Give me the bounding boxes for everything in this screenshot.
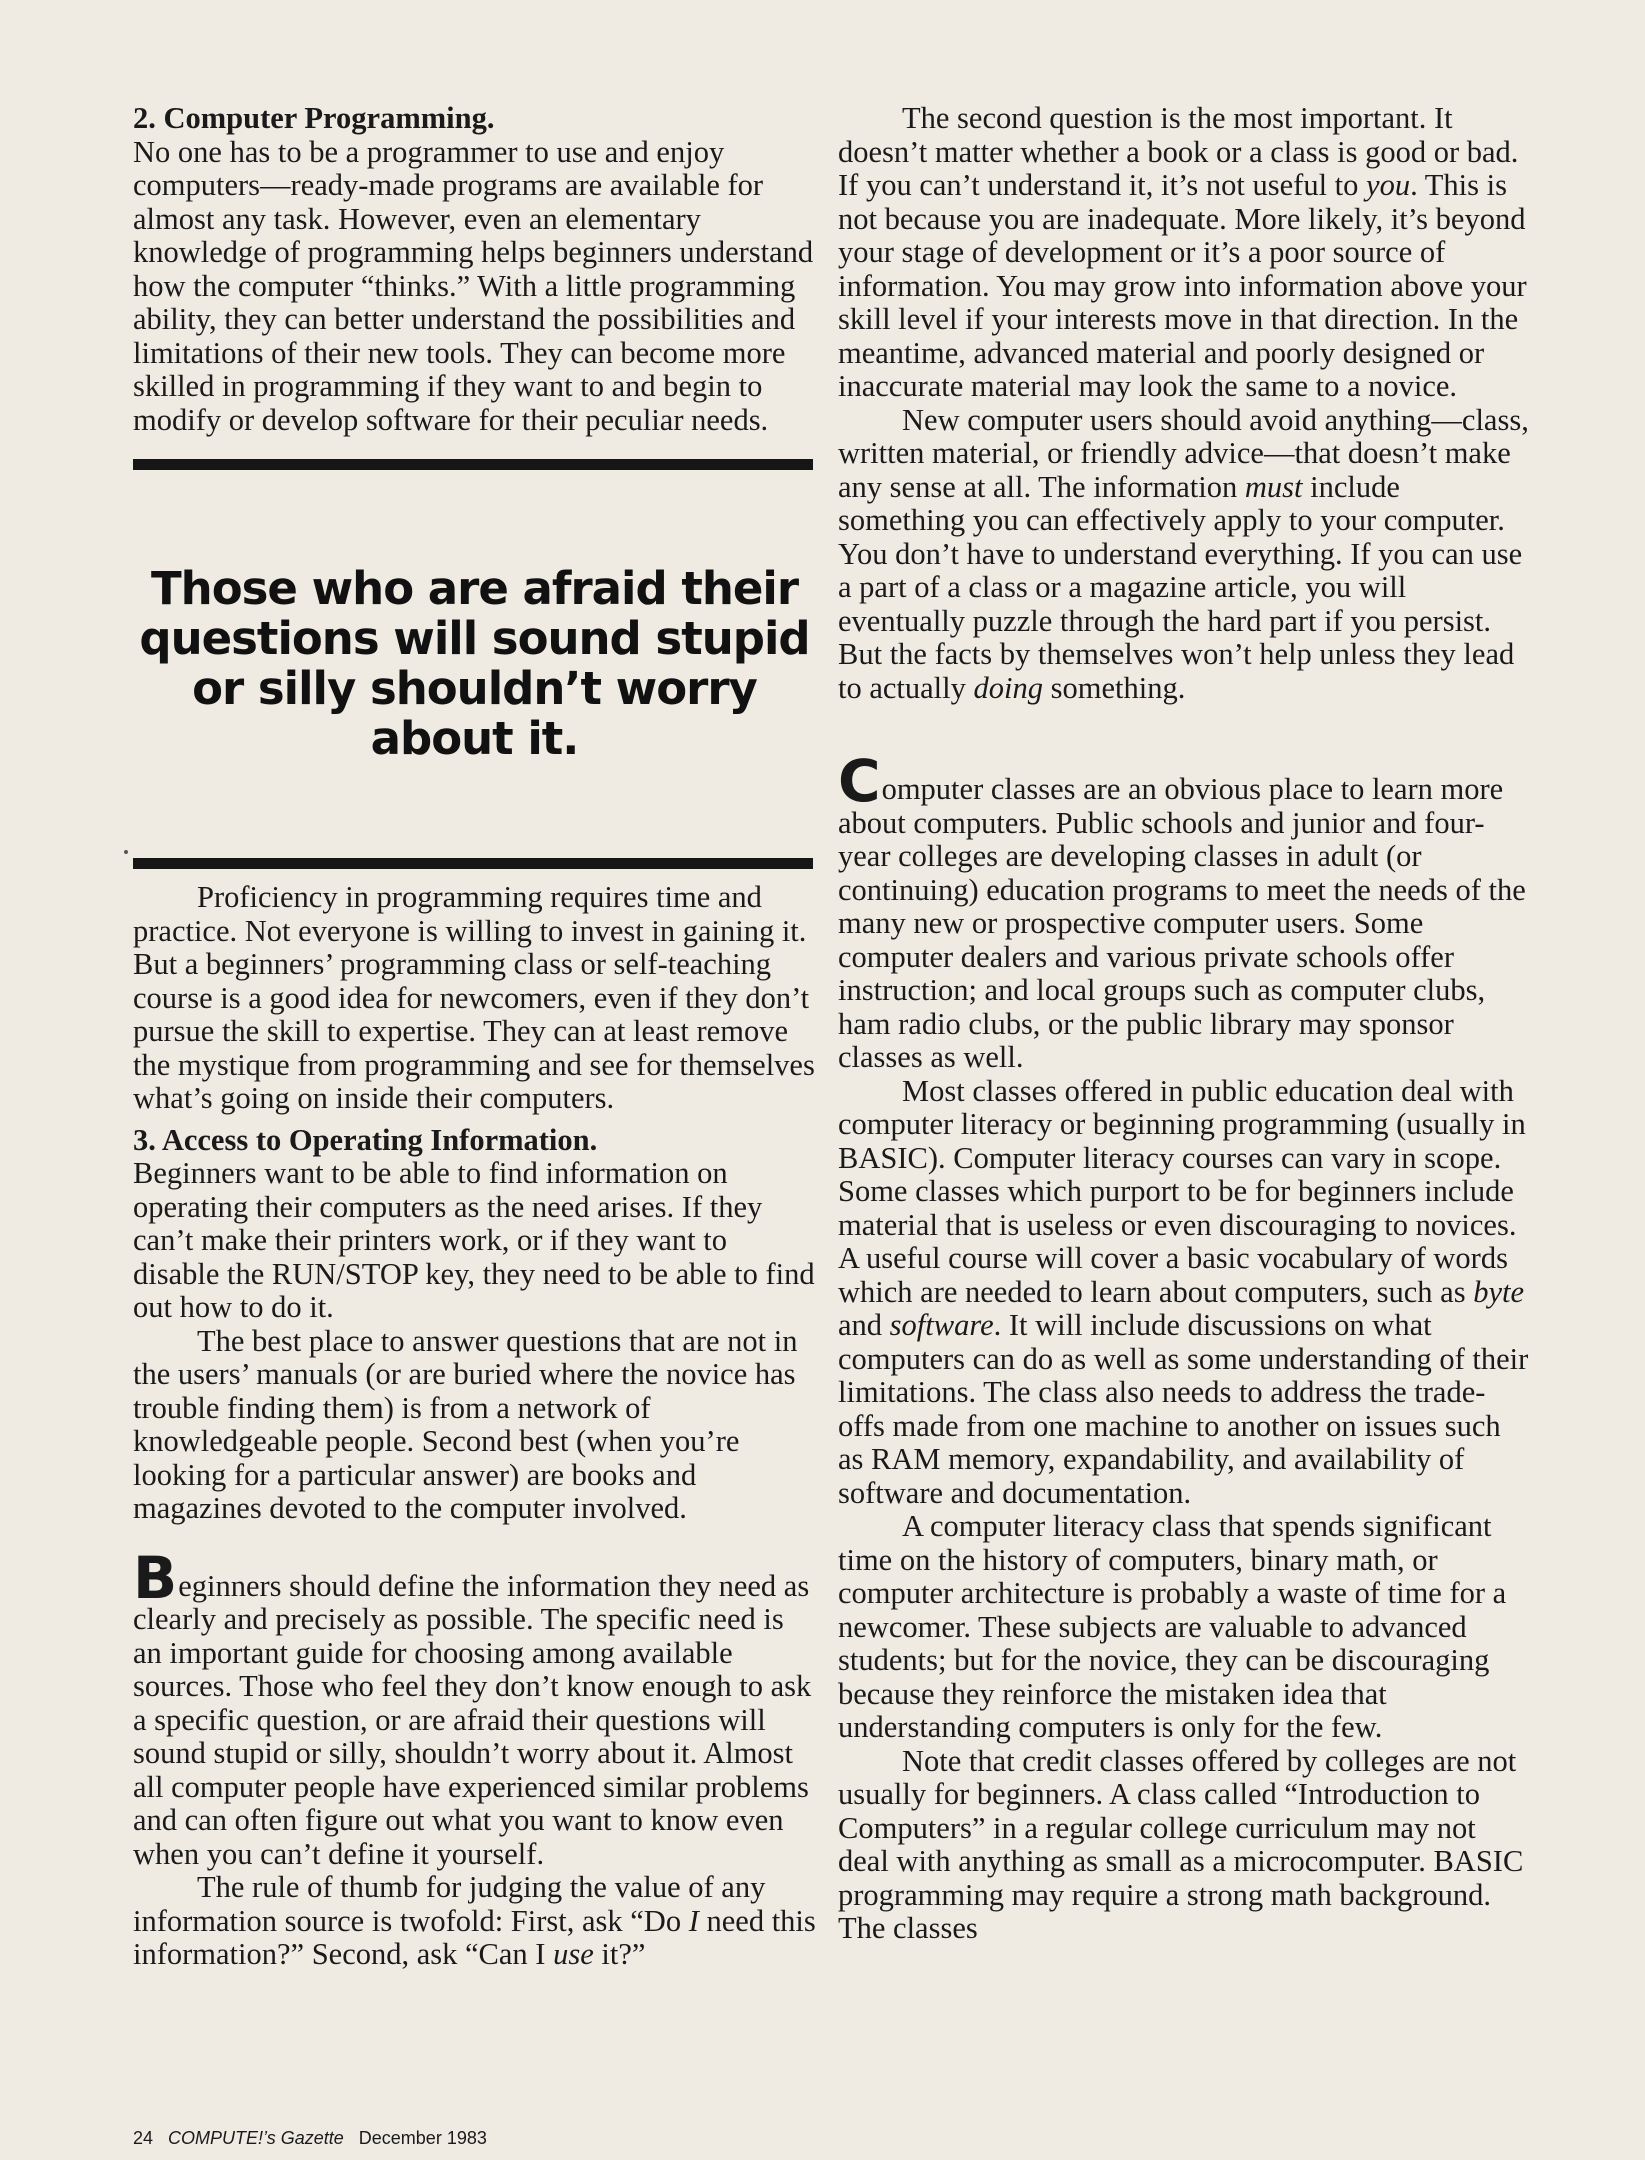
paragraph: The rule of thumb for judging the value of any information source is twofold: First, ask “Do I need this information?” Second, ask “Can I use it?” — [133, 1870, 816, 1971]
paragraph-dropcap: Beginners should define the information they need as clearly and precisely as possible. The specific need is an important guide for choosing among available sources. Those who feel they don’t know enough to ask a specific question, or are afraid their questions will sound stupid or silly, shouldn’t worry about it. Almost all computer people have experienced similar problems and can often figure out what you want to know even when you can’t define it yourself. — [133, 1543, 812, 1871]
left-column — [133, 100, 816, 1972]
section-heading-computer-programming: 2. Computer Programming. — [133, 101, 495, 135]
pullquote: Those who are afraid their questions will sound stupid or silly shouldn’t worry about it. — [139, 562, 810, 765]
page-number: 24 — [133, 2128, 154, 2148]
speck — [124, 850, 128, 854]
paragraph-dropcap: Computer classes are an obvious place to learn more about computers. Public schools and junior and four-year colleges are developing classes in adult (or continuing) education programs to meet the needs of the many new or prospective computer users. Some computer dealers and various private schools offer instruction; and local groups such as computer clubs, ham radio clubs, or the public library may sponsor classes as well. — [838, 747, 1526, 1074]
pullquote-top-rule — [133, 459, 813, 470]
paragraph: No one has to be a programmer to use and enjoy computers—ready-made programs are available for almost any task. However, even an elementary knowledge of programming helps beginners understand how the computer “thinks.” With a little programming ability, they can better understand the possibilities and limitations of their new tools. They can become more skilled in programming if they want to and begin to modify or develop software for their peculiar needs. — [133, 134, 814, 437]
paragraph: Beginners want to be able to find information on operating their computers as the need arises. If they can’t make their printers work, or if they want to disable the RUN/STOP key, they need to be able to find out how to do it. — [133, 1156, 815, 1324]
dropcap-letter: B — [133, 1543, 178, 1612]
magazine-name: COMPUTE!’s Gazette — [168, 2128, 344, 2148]
paragraph: The best place to answer questions that are not in the users’ manuals (or are buried where the novice has trouble finding them) is from a network of knowledgeable people. Second best (when you’re looking for a particular answer) are books and magazines devoted to the computer involved. — [133, 1323, 798, 1525]
dropcap-letter: C — [838, 747, 881, 815]
paragraph: Proficiency in programming requires time and practice. Not everyone is willing to invest in gaining it. But a beginners’ programming class or self-teaching course is a good idea for newcomers, even if they don’t pursue the skill to expertise. They can at least remove the mystique from programming and see for themselves what’s going on inside their computers. — [133, 880, 815, 1115]
pullquote-bottom-rule — [133, 858, 813, 869]
paragraph: The second question is the most important. It doesn’t matter whether a book or a class is good or bad. If you can’t understand it, it’s not useful to you. This is not because you are inadequate. More likely, it’s beyond your stage of development or it’s a poor source of information. You may grow into information above your skill level if your interests move in that direction. In the meantime, advanced material and poorly designed or inaccurate material may look the same to a novice. — [838, 101, 1527, 403]
paragraph: Most classes offered in public education deal with computer literacy or beginning programming (usually in BASIC). Computer literacy courses can vary in scope. Some classes which purport to be for beginners include material that is useless or even discouraging to novices. A useful course will cover a basic vocabulary of words which are needed to learn about computers, such as byte and software. It will include discussions on what computers can do as well as some understanding of their limitations. The class also needs to address the trade-offs made from one machine to another on issues such as RAM memory, expandability, and availability of software and documentation. — [838, 1073, 1529, 1510]
paragraph: Note that credit classes offered by colleges are not usually for beginners. A class called “Introduction to Computers” in a regular college curriculum may not deal with anything as small as a microcomputer. BASIC programming may require a strong math background. The classes — [838, 1743, 1524, 1945]
paragraph: A computer literacy class that spends significant time on the history of computers, binary math, or computer architecture is probably a waste of time for a newcomer. These subjects are valuable to advanced students; but for the novice, they can be discouraging because they reinforce the mistaken idea that understanding computers is only for the few. — [838, 1509, 1507, 1744]
issue-date: December 1983 — [358, 2128, 487, 2148]
paragraph: New computer users should avoid anything—class, written material, or friendly advice—that doesn’t make any sense at all. The information must include something you can effectively apply to your computer. You don’t have to understand everything. If you can use a part of a class or a magazine article, you will eventually puzzle through the hard part if you persist. But the facts by themselves won’t help unless they lead to actually doing something. — [838, 402, 1529, 705]
right-column — [838, 100, 1530, 1946]
section-heading-access-operating-information: 3. Access to Operating Information. — [133, 1122, 598, 1157]
page-footer — [133, 2128, 487, 2149]
